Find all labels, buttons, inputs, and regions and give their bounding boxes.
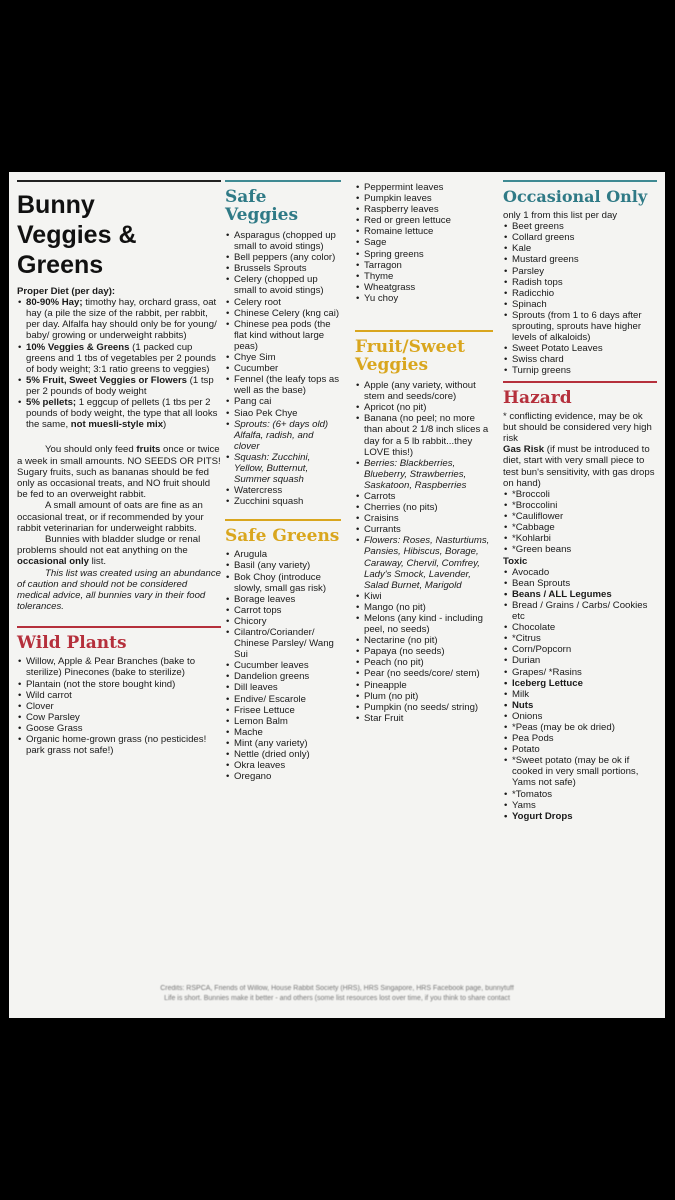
fruit-sweet-veggies-title (355, 338, 493, 374)
list-item: • Pear (no seeds/core/ stem) (355, 668, 493, 679)
diet-item (17, 342, 221, 375)
list-item: • Endive/ Escarole (225, 694, 341, 705)
greens-continued-list (355, 182, 493, 304)
title-line: Bunny (17, 191, 95, 219)
list-item: • Romaine lettuce (355, 226, 493, 237)
list-item: • *Cauliflower (503, 511, 657, 522)
list-item: • Papaya (no seeds) (355, 646, 493, 657)
page-title (17, 190, 221, 280)
list-item: • Plum (no pit) (355, 691, 493, 702)
section-rule (503, 180, 657, 182)
diet-sheet (9, 172, 665, 1018)
occasional-only-title: Occasional Only (503, 187, 648, 206)
diet-heading: Proper Diet (per day): (17, 286, 116, 297)
list-item: • Flowers: Roses, Nasturtiums, Pansies, Hibiscus, Borage, Caraway, Chervil, Comfrey, Lady's Smock, Lavender, Salad Burnet, Marigold (355, 535, 493, 590)
safe-greens-title: Safe Greens (225, 526, 340, 547)
list-item: • Dill leaves (225, 682, 341, 693)
list-item: • Sage (355, 237, 493, 248)
list-item: • Sprouts (from 1 to 6 days after sprouting, sprouts have higher levels of alkaloids) (503, 310, 657, 343)
fruit-list (355, 380, 493, 724)
list-item: • Carrots (355, 491, 493, 502)
list-item: • *Green beans (503, 544, 657, 555)
oats-paragraph: A small amount of oats are fine as an occasional treat, or if recommended by your rabbit veterinarian for underweight rabbits. (17, 500, 204, 534)
diet-item (17, 397, 221, 430)
section-rule (225, 519, 341, 521)
credits-line: Credits: RSPCA, Friends of Willow, House Rabbit Society (HRS), HRS Singapore, HRS Facebook page, bunnytuff (160, 985, 514, 992)
list-item: • Borage leaves (225, 594, 341, 605)
list-item: • *Peas (may be ok dried) (503, 722, 657, 733)
title-line: Veggies (355, 355, 429, 376)
diet-item (17, 297, 221, 341)
section-rule (503, 381, 657, 383)
list-item: • Craisins (355, 513, 493, 524)
diet-item-text: 1 eggcup of pellets (1 tbs per 2 pounds of body weight, the type that all looks the same, (26, 397, 218, 431)
list-item: • Nectarine (no pit) (355, 635, 493, 646)
list-item: • Celery root (225, 297, 341, 308)
list-item: • Cucumber leaves (225, 660, 341, 671)
column-intro (17, 180, 221, 756)
diet-item-bold: 80-90% Hay; (26, 297, 83, 309)
toxic-label: Toxic (503, 555, 528, 567)
list-item: • Potato (503, 744, 657, 755)
wild-plants-title: Wild Plants (17, 633, 127, 654)
list-item: • Pineapple (355, 680, 493, 691)
list-item: • Spring greens (355, 249, 493, 260)
list-item: • Carrot tops (225, 605, 341, 616)
column-safe (225, 180, 341, 782)
list-item: • Arugula (225, 549, 341, 560)
list-item: • Chicory (225, 616, 341, 627)
list-item: • Tarragon (355, 260, 493, 271)
list-item: • Yogurt Drops (503, 811, 657, 822)
section-rule (355, 330, 493, 332)
list-item: • Dandelion greens (225, 671, 341, 682)
diet-item-text: ) (163, 419, 167, 431)
text: You should only feed (45, 444, 137, 456)
title-line: Safe (225, 187, 267, 207)
list-item: • Cucumber (225, 363, 341, 374)
list-item: • Radish tops (503, 277, 657, 288)
list-item: • Apple (any variety, without stem and seeds/core) (355, 380, 493, 402)
list-item: • Pumpkin (no seeds/ string) (355, 702, 493, 713)
section-rule (225, 180, 341, 182)
list-item: • Turnip greens (503, 365, 657, 376)
list-item: • Cow Parsley (17, 712, 221, 723)
list-item: • Chocolate (503, 622, 657, 633)
list-item: • Mint (any variety) (225, 738, 341, 749)
list-item: • Chye Sim (225, 352, 341, 363)
list-item: • Apricot (no pit) (355, 402, 493, 413)
disclaimer-paragraph: This list was created using an abundance of caution and should not be considered medical advice, all bunnies vary in their food tolerances. (17, 567, 221, 613)
list-item: • Iceberg Lettuce (503, 678, 657, 689)
list-item: • Bean Sprouts (503, 578, 657, 589)
gas-risk-list (503, 489, 657, 556)
list-item: • Beans / ALL Legumes (503, 589, 657, 600)
safe-veggies-list (225, 230, 341, 507)
diet-item-bold: 5% Fruit, Sweet Veggies or Flowers (26, 374, 188, 386)
title-line: Greens (17, 251, 104, 279)
list-item: • Yu choy (355, 293, 493, 304)
list-item: • Peach (no pit) (355, 657, 493, 668)
list-item: • Goose Grass (17, 723, 221, 734)
column-occasional-hazard (503, 180, 657, 822)
list-item: • Wheatgrass (355, 282, 493, 293)
gas-risk-note (503, 444, 657, 489)
list-item: • *Kohlarbi (503, 533, 657, 544)
diet-item-text: (1 packed cup greens and 1 tbs of vegetables per 2 pounds of body weight; 3:1 ratio greens to veggies) (26, 341, 216, 375)
list-item: • Zucchini squash (225, 496, 341, 507)
list-item: • Raspberry leaves (355, 204, 493, 215)
text: Bunnies with bladder sludge or renal problems should not eat anything on the (17, 533, 201, 557)
diet-item-bold: 10% Veggies & Greens (26, 341, 130, 353)
fruit-paragraph (17, 444, 221, 500)
list-item: • Avocado (503, 567, 657, 578)
list-item: • Brussels Sprouts (225, 263, 341, 274)
list-item: • Nuts (503, 700, 657, 711)
list-item: • Basil (any variety) (225, 560, 341, 571)
list-item: • Peppermint leaves (355, 182, 493, 193)
text-bold: occasional only (17, 556, 89, 568)
list-item: • Pea Pods (503, 733, 657, 744)
list-item: • Sprouts: (6+ days old) Alfalfa, radish, and clover (225, 419, 341, 452)
title-line: Veggies (225, 205, 299, 225)
diet-item-text: (1 tsp per 2 pounds of body weight (26, 374, 214, 397)
list-item: • Frisee Lettuce (225, 705, 341, 716)
list-item: • Durian (503, 655, 657, 666)
list-item: • Clover (17, 701, 221, 712)
list-item: • Cilantro/Coriander/ Chinese Parsley/ Wang Sui (225, 627, 341, 660)
list-item: • Thyme (355, 271, 493, 282)
text-bold: fruits (136, 444, 161, 456)
toxic-list (503, 567, 657, 822)
list-item: • Wild carrot (17, 690, 221, 701)
diet-item (17, 375, 221, 397)
text: once or twice a week in small amounts. NO SEEDS OR PITS! Sugary fruits, such as bananas should be fed only as occasional treats, and NO fruit should be fed to an overweight rabbit. (17, 444, 221, 501)
list-item: • Bell peppers (any color) (225, 252, 341, 263)
list-item: • Bread / Grains / Carbs/ Cookies etc (503, 600, 657, 622)
list-item: • Bok Choy (introduce slowly, small gas risk) (225, 572, 341, 594)
list-item: • Red or green lettuce (355, 215, 493, 226)
list-item: • *Broccoli (503, 489, 657, 500)
list-item: • Asparagus (chopped up small to avoid stings) (225, 230, 341, 252)
list-item: • Plantain (not the store bought kind) (17, 679, 221, 690)
list-item: • Lemon Balm (225, 716, 341, 727)
list-item: • Yams (503, 800, 657, 811)
list-item: • Fennel (the leafy tops as well as the base) (225, 374, 341, 396)
list-item: • Banana (no peel; no more than about 2 1/8 inch slices a day for a 5 lb rabbit...they LOVE this!) (355, 413, 493, 457)
list-item: • Parsley (503, 266, 657, 277)
hazard-title: Hazard (503, 387, 572, 408)
column-rule (17, 180, 221, 182)
list-item: • Organic home-grown grass (no pesticides! park grass not safe!) (17, 734, 221, 756)
list-item: • Grapes/ *Rasins (503, 667, 657, 678)
list-item: • Onions (503, 711, 657, 722)
safe-greens-list (225, 549, 341, 782)
title-line: Fruit/Sweet (355, 337, 466, 358)
list-item: • Cherries (no pits) (355, 502, 493, 513)
list-item: • Star Fruit (355, 713, 493, 724)
list-item: • Mustard greens (503, 254, 657, 265)
diet-item-bold: 5% pellets; (26, 397, 77, 409)
list-item: • Berries: Blackberries, Blueberry, Strawberries, Saskatoon, Raspberries (355, 458, 493, 491)
list-item: • Kale (503, 243, 657, 254)
list-item: • *Citrus (503, 633, 657, 644)
section-rule (17, 626, 221, 628)
list-item: • Watercress (225, 485, 341, 496)
list-item: • Currants (355, 524, 493, 535)
list-item: • Beet greens (503, 221, 657, 232)
credits-line: Life is short. Bunnies make it better - and others (some list resources lost over time, if you think to share contact (164, 995, 510, 1002)
list-item: • Collard greens (503, 232, 657, 243)
list-item: • Willow, Apple & Pear Branches (bake to sterilize) Pinecones (bake to sterilize) (17, 656, 221, 678)
list-item: • Nettle (dried only) (225, 749, 341, 760)
list-item: • Okra leaves (225, 760, 341, 771)
gas-risk-label: Gas Risk (503, 444, 545, 456)
list-item: • Mache (225, 727, 341, 738)
list-item: • Celery (chopped up small to avoid stings) (225, 274, 341, 296)
list-item: • Sweet Potato Leaves (503, 343, 657, 354)
list-item: • Chinese Celery (kng cai) (225, 308, 341, 319)
list-item: • Kiwi (355, 591, 493, 602)
list-item: • Corn/Popcorn (503, 644, 657, 655)
list-item: • Melons (any kind - including peel, no seeds) (355, 613, 493, 635)
text: list. (88, 556, 107, 568)
list-item: • Chinese pea pods (the flat kind without large peas) (225, 319, 341, 352)
diet-list (17, 297, 221, 430)
wild-plants-list (17, 656, 221, 756)
list-item: • *Sweet potato (may be ok if cooked in very small portions, Yams not safe) (503, 755, 657, 788)
occasional-note: only 1 from this list per day (503, 210, 618, 221)
list-item: • Swiss chard (503, 354, 657, 365)
safe-veggies-title (225, 188, 341, 224)
list-item: • Radicchio (503, 288, 657, 299)
column-fruit (355, 182, 493, 724)
list-item: • *Cabbage (503, 522, 657, 533)
title-line: Veggies & (17, 221, 137, 249)
diet-item-bold: not muesli-style mix (70, 419, 164, 431)
list-item: • Milk (503, 689, 657, 700)
occasional-list (503, 221, 657, 376)
list-item: • Siao Pek Chye (225, 408, 341, 419)
bladder-paragraph (17, 534, 221, 568)
list-item: • Oregano (225, 771, 341, 782)
list-item: • Mango (no pit) (355, 602, 493, 613)
list-item: • Spinach (503, 299, 657, 310)
list-item: • Pang cai (225, 396, 341, 407)
text: (if must be introduced to diet, start with very small piece to test bun's sensitivity, with gas drops on hand) (503, 444, 655, 489)
list-item: • *Broccolini (503, 500, 657, 511)
diet-item-text: timothy hay, orchard grass, oat hay (a pile the size of the rabbit, per rabbit, per day. Alfalfa hay should only be for young/ baby/ growing or underweight rabbits) (26, 297, 217, 342)
list-item: • *Tomatos (503, 789, 657, 800)
list-item: • Squash: Zucchini, Yellow, Butternut, Summer squash (225, 452, 341, 485)
hazard-note: * conflicting evidence, may be ok but should be considered very high risk (503, 410, 652, 444)
list-item: • Pumpkin leaves (355, 193, 493, 204)
credits-footer (9, 984, 665, 1004)
